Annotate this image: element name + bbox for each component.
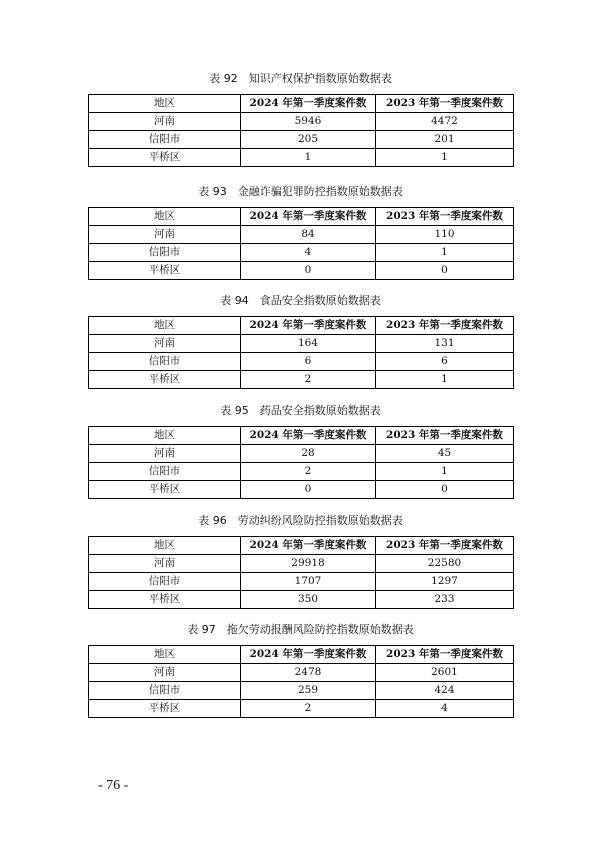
- value-2023-cell: 233: [376, 591, 514, 609]
- table-header-row: [89, 208, 514, 226]
- table-header-row: [89, 317, 514, 335]
- region-cell: 信阳市: [89, 353, 241, 371]
- table-row: [89, 573, 514, 591]
- table-caption: 表 97 拖欠劳动报酬风险防控指数原始数据表: [187, 623, 414, 636]
- table-row: [89, 149, 514, 167]
- region-cell: 平桥区: [89, 591, 241, 609]
- region-cell: 信阳市: [89, 131, 241, 149]
- value-2024-cell: 1707: [241, 573, 376, 591]
- data-table: [88, 316, 514, 389]
- table-row: [89, 353, 514, 371]
- value-2024-cell: 4: [241, 244, 376, 262]
- data-table: [88, 536, 514, 609]
- value-2023-cell: 0: [376, 262, 514, 280]
- table-row: [89, 700, 514, 718]
- region-cell: 平桥区: [89, 371, 241, 389]
- header-2024: 2024 年第一季度案件数: [241, 646, 376, 664]
- table-caption: 表 92 知识产权保护指数原始数据表: [209, 72, 392, 85]
- value-2023-cell: 0: [376, 481, 514, 499]
- table-header-row: [89, 646, 514, 664]
- table-header-row: [89, 537, 514, 555]
- header-2024: 2024 年第一季度案件数: [241, 95, 376, 113]
- table-row: [89, 555, 514, 573]
- table-caption: 表 94 食品安全指数原始数据表: [220, 294, 381, 307]
- table-row: [89, 445, 514, 463]
- region-cell: 信阳市: [89, 682, 241, 700]
- value-2024-cell: 2: [241, 700, 376, 718]
- value-2024-cell: 205: [241, 131, 376, 149]
- table-row: [89, 664, 514, 682]
- header-2023: 2023 年第一季度案件数: [376, 317, 514, 335]
- table-row: [89, 131, 514, 149]
- header-2023: 2023 年第一季度案件数: [376, 95, 514, 113]
- header-region: 地区: [89, 646, 241, 664]
- table-row: [89, 244, 514, 262]
- table-92-section: [88, 70, 513, 167]
- value-2023-cell: 22580: [376, 555, 514, 573]
- value-2024-cell: 29918: [241, 555, 376, 573]
- value-2023-cell: 45: [376, 445, 514, 463]
- data-table: [88, 94, 514, 167]
- value-2024-cell: 28: [241, 445, 376, 463]
- region-cell: 平桥区: [89, 700, 241, 718]
- value-2024-cell: 259: [241, 682, 376, 700]
- value-2024-cell: 350: [241, 591, 376, 609]
- header-region: 地区: [89, 208, 241, 226]
- table-row: [89, 481, 514, 499]
- table-caption: 表 93 金融诈骗犯罪防控指数原始数据表: [198, 185, 403, 198]
- value-2023-cell: 4: [376, 700, 514, 718]
- header-2024: 2024 年第一季度案件数: [241, 208, 376, 226]
- table-header-row: [89, 95, 514, 113]
- value-2023-cell: 4472: [376, 113, 514, 131]
- table-93-section: [88, 183, 513, 280]
- table-row: [89, 262, 514, 280]
- table-row: [89, 113, 514, 131]
- value-2024-cell: 6: [241, 353, 376, 371]
- table-row: [89, 226, 514, 244]
- value-2023-cell: 1: [376, 244, 514, 262]
- value-2024-cell: 84: [241, 226, 376, 244]
- region-cell: 平桥区: [89, 149, 241, 167]
- table-caption: 表 96 劳动纠纷风险防控指数原始数据表: [198, 514, 403, 527]
- page-number: - 76 -: [98, 778, 129, 793]
- value-2023-cell: 1: [376, 371, 514, 389]
- region-cell: 河南: [89, 335, 241, 353]
- table-row: [89, 463, 514, 481]
- table-caption: 表 95 药品安全指数原始数据表: [220, 404, 381, 417]
- table-94-section: [88, 292, 513, 389]
- header-region: 地区: [89, 427, 241, 445]
- header-2023: 2023 年第一季度案件数: [376, 427, 514, 445]
- value-2024-cell: 164: [241, 335, 376, 353]
- header-2024: 2024 年第一季度案件数: [241, 427, 376, 445]
- region-cell: 河南: [89, 445, 241, 463]
- header-region: 地区: [89, 537, 241, 555]
- region-cell: 平桥区: [89, 262, 241, 280]
- table-header-row: [89, 427, 514, 445]
- region-cell: 河南: [89, 113, 241, 131]
- value-2023-cell: 6: [376, 353, 514, 371]
- header-2023: 2023 年第一季度案件数: [376, 646, 514, 664]
- table-row: [89, 591, 514, 609]
- table-row: [89, 371, 514, 389]
- header-2023: 2023 年第一季度案件数: [376, 537, 514, 555]
- value-2023-cell: 1: [376, 463, 514, 481]
- value-2024-cell: 0: [241, 481, 376, 499]
- header-2023: 2023 年第一季度案件数: [376, 208, 514, 226]
- header-2024: 2024 年第一季度案件数: [241, 537, 376, 555]
- value-2023-cell: 424: [376, 682, 514, 700]
- table-95-section: [88, 402, 513, 499]
- header-region: 地区: [89, 95, 241, 113]
- region-cell: 河南: [89, 664, 241, 682]
- table-row: [89, 682, 514, 700]
- region-cell: 河南: [89, 226, 241, 244]
- value-2024-cell: 2478: [241, 664, 376, 682]
- table-row: [89, 335, 514, 353]
- value-2024-cell: 1: [241, 149, 376, 167]
- value-2023-cell: 110: [376, 226, 514, 244]
- value-2023-cell: 1: [376, 149, 514, 167]
- region-cell: 信阳市: [89, 573, 241, 591]
- value-2024-cell: 5946: [241, 113, 376, 131]
- header-region: 地区: [89, 317, 241, 335]
- header-2024: 2024 年第一季度案件数: [241, 317, 376, 335]
- value-2024-cell: 2: [241, 371, 376, 389]
- table-96-section: [88, 512, 513, 609]
- region-cell: 平桥区: [89, 481, 241, 499]
- value-2023-cell: 2601: [376, 664, 514, 682]
- value-2024-cell: 2: [241, 463, 376, 481]
- value-2023-cell: 131: [376, 335, 514, 353]
- region-cell: 信阳市: [89, 244, 241, 262]
- region-cell: 信阳市: [89, 463, 241, 481]
- value-2023-cell: 1297: [376, 573, 514, 591]
- value-2023-cell: 201: [376, 131, 514, 149]
- table-97-section: [88, 621, 513, 718]
- value-2024-cell: 0: [241, 262, 376, 280]
- data-table: [88, 426, 514, 499]
- data-table: [88, 207, 514, 280]
- data-table: [88, 645, 514, 718]
- region-cell: 河南: [89, 555, 241, 573]
